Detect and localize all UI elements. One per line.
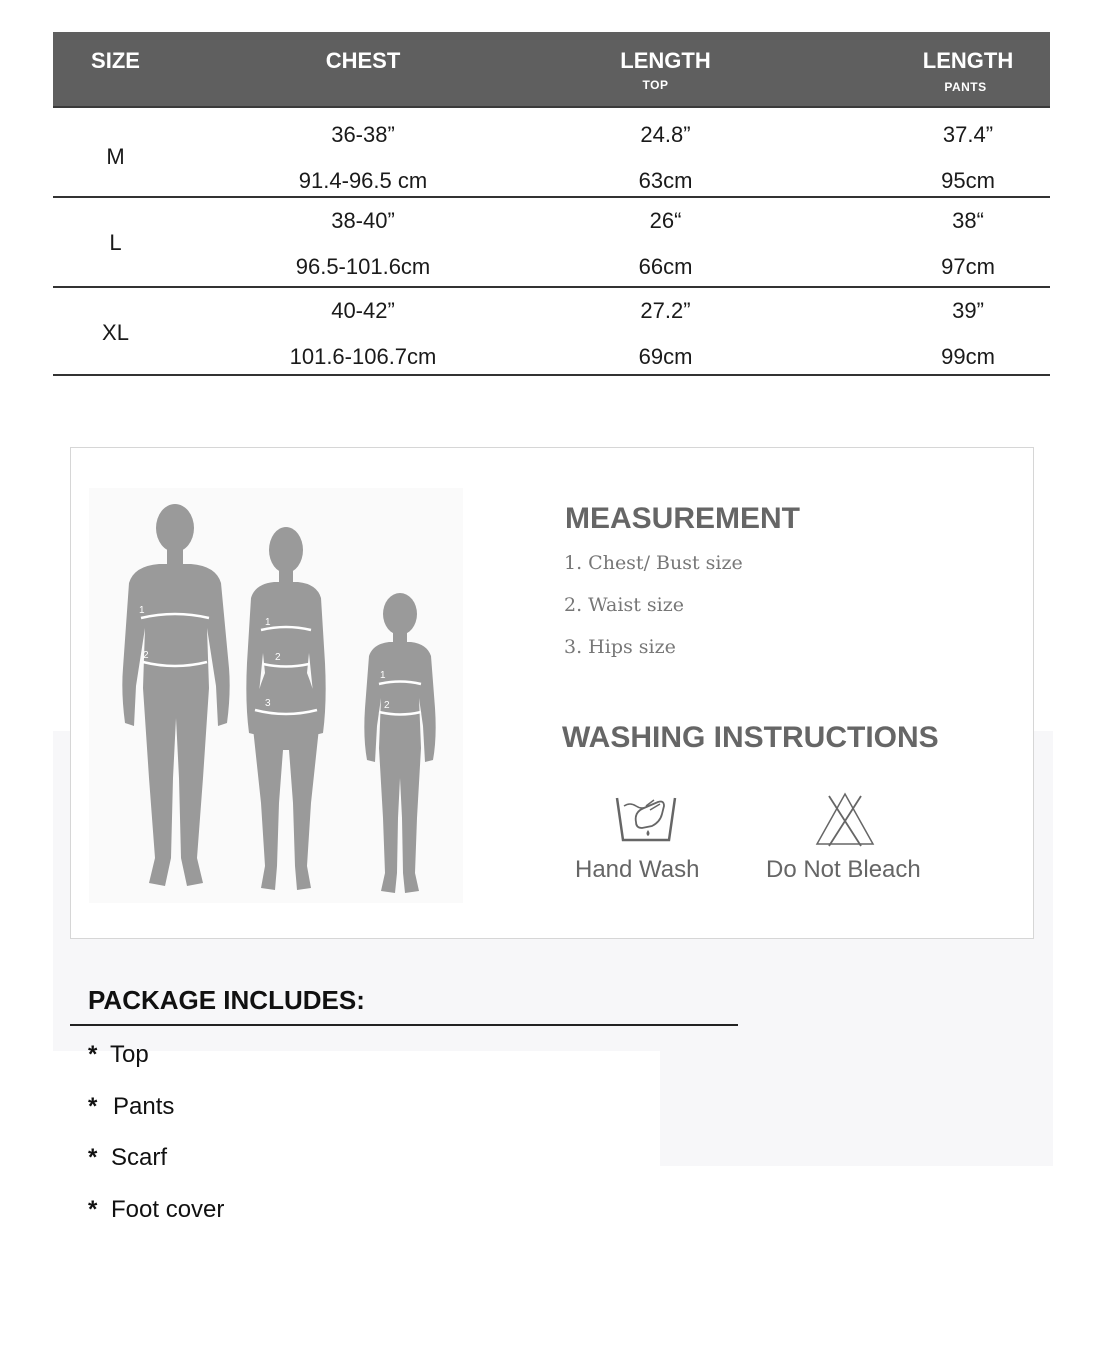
figure-label-1: 1 (139, 605, 145, 616)
size-cell: L (109, 230, 122, 255)
body-silhouettes-illustration (89, 488, 463, 903)
chest-cm-cell: 91.4-96.5 cm (298, 168, 428, 193)
package-item-label: Pants (113, 1093, 175, 1120)
header-chest: CHEST (325, 48, 401, 73)
woman-silhouette (246, 527, 325, 890)
header-length-top-sub: TOP (642, 78, 669, 92)
header-length-pants-sub: PANTS (944, 80, 987, 94)
size-chart-table (53, 32, 1050, 376)
header-size: SIZE (91, 48, 140, 73)
table-row (53, 288, 1050, 376)
figure-label-3: 3 (265, 698, 271, 709)
header-length-pants (898, 48, 1038, 94)
background-panel (660, 1050, 1053, 1166)
header-length-pants-label: LENGTH (922, 48, 1014, 73)
table-header (53, 32, 1050, 108)
chest-cm-cell: 96.5-101.6cm (295, 254, 431, 279)
measurement-info-panel (70, 447, 1034, 939)
chest-inches-cell: 36-38” (331, 122, 395, 147)
hand-wash-label: Hand Wash (575, 856, 700, 883)
top-length-cm-cell: 69cm (638, 344, 693, 369)
hand-wash-icon (614, 792, 678, 846)
top-length-inches-cell: 24.8” (640, 122, 691, 147)
pants-length-inches-cell: 38“ (952, 208, 984, 233)
list-item (88, 1144, 167, 1172)
table-row (53, 198, 1050, 288)
table-row (53, 108, 1050, 198)
figure-label-2: 2 (384, 700, 390, 711)
header-length-top-label: LENGTH (620, 48, 711, 73)
size-cell: XL (102, 320, 129, 345)
top-length-inches-cell: 27.2” (640, 298, 691, 323)
list-item (88, 1196, 224, 1224)
top-length-inches-cell: 26“ (649, 208, 682, 233)
pants-length-cm-cell: 95cm (941, 168, 995, 193)
package-item-label: Top (110, 1041, 149, 1068)
child-silhouette (364, 593, 435, 893)
bullet-icon: * (88, 1041, 98, 1068)
figure-label-2: 2 (275, 652, 281, 663)
man-silhouette (122, 504, 229, 886)
figure-label-1: 1 (380, 670, 386, 681)
list-item (88, 1093, 174, 1121)
chest-inches-cell: 38-40” (331, 208, 395, 233)
measurement-item: 3. Hips size (564, 636, 676, 658)
package-item-label: Scarf (111, 1144, 168, 1171)
list-item (88, 1041, 149, 1069)
pants-length-inches-cell: 37.4” (942, 122, 994, 147)
package-includes-title: PACKAGE INCLUDES: (88, 985, 365, 1015)
washing-instructions-title: WASHING INSTRUCTIONS (562, 721, 939, 754)
measurement-item: 2. Waist size (564, 594, 684, 616)
figure-label-1: 1 (265, 617, 271, 628)
package-item-label: Foot cover (111, 1196, 225, 1223)
no-bleach-icon (815, 792, 875, 848)
top-length-cm-cell: 66cm (638, 254, 693, 279)
pants-length-inches-cell: 39” (952, 298, 984, 323)
do-not-bleach-label: Do Not Bleach (766, 856, 921, 883)
top-length-cm-cell: 63cm (638, 168, 693, 193)
pants-length-cm-cell: 99cm (941, 344, 995, 369)
size-cell: M (106, 144, 125, 169)
measurement-item: 1. Chest/ Bust size (564, 552, 743, 574)
measurement-title: MEASUREMENT (565, 502, 801, 535)
chest-cm-cell: 101.6-106.7cm (289, 344, 437, 369)
bullet-icon: * (88, 1196, 98, 1223)
header-length-top (583, 48, 748, 92)
pants-length-cm-cell: 97cm (941, 254, 995, 279)
chest-inches-cell: 40-42” (331, 298, 395, 323)
figure-label-2: 2 (143, 650, 149, 661)
package-divider (70, 1024, 738, 1026)
bullet-icon: * (88, 1093, 98, 1120)
bullet-icon: * (88, 1144, 98, 1171)
body-measurement-figures (89, 488, 463, 903)
